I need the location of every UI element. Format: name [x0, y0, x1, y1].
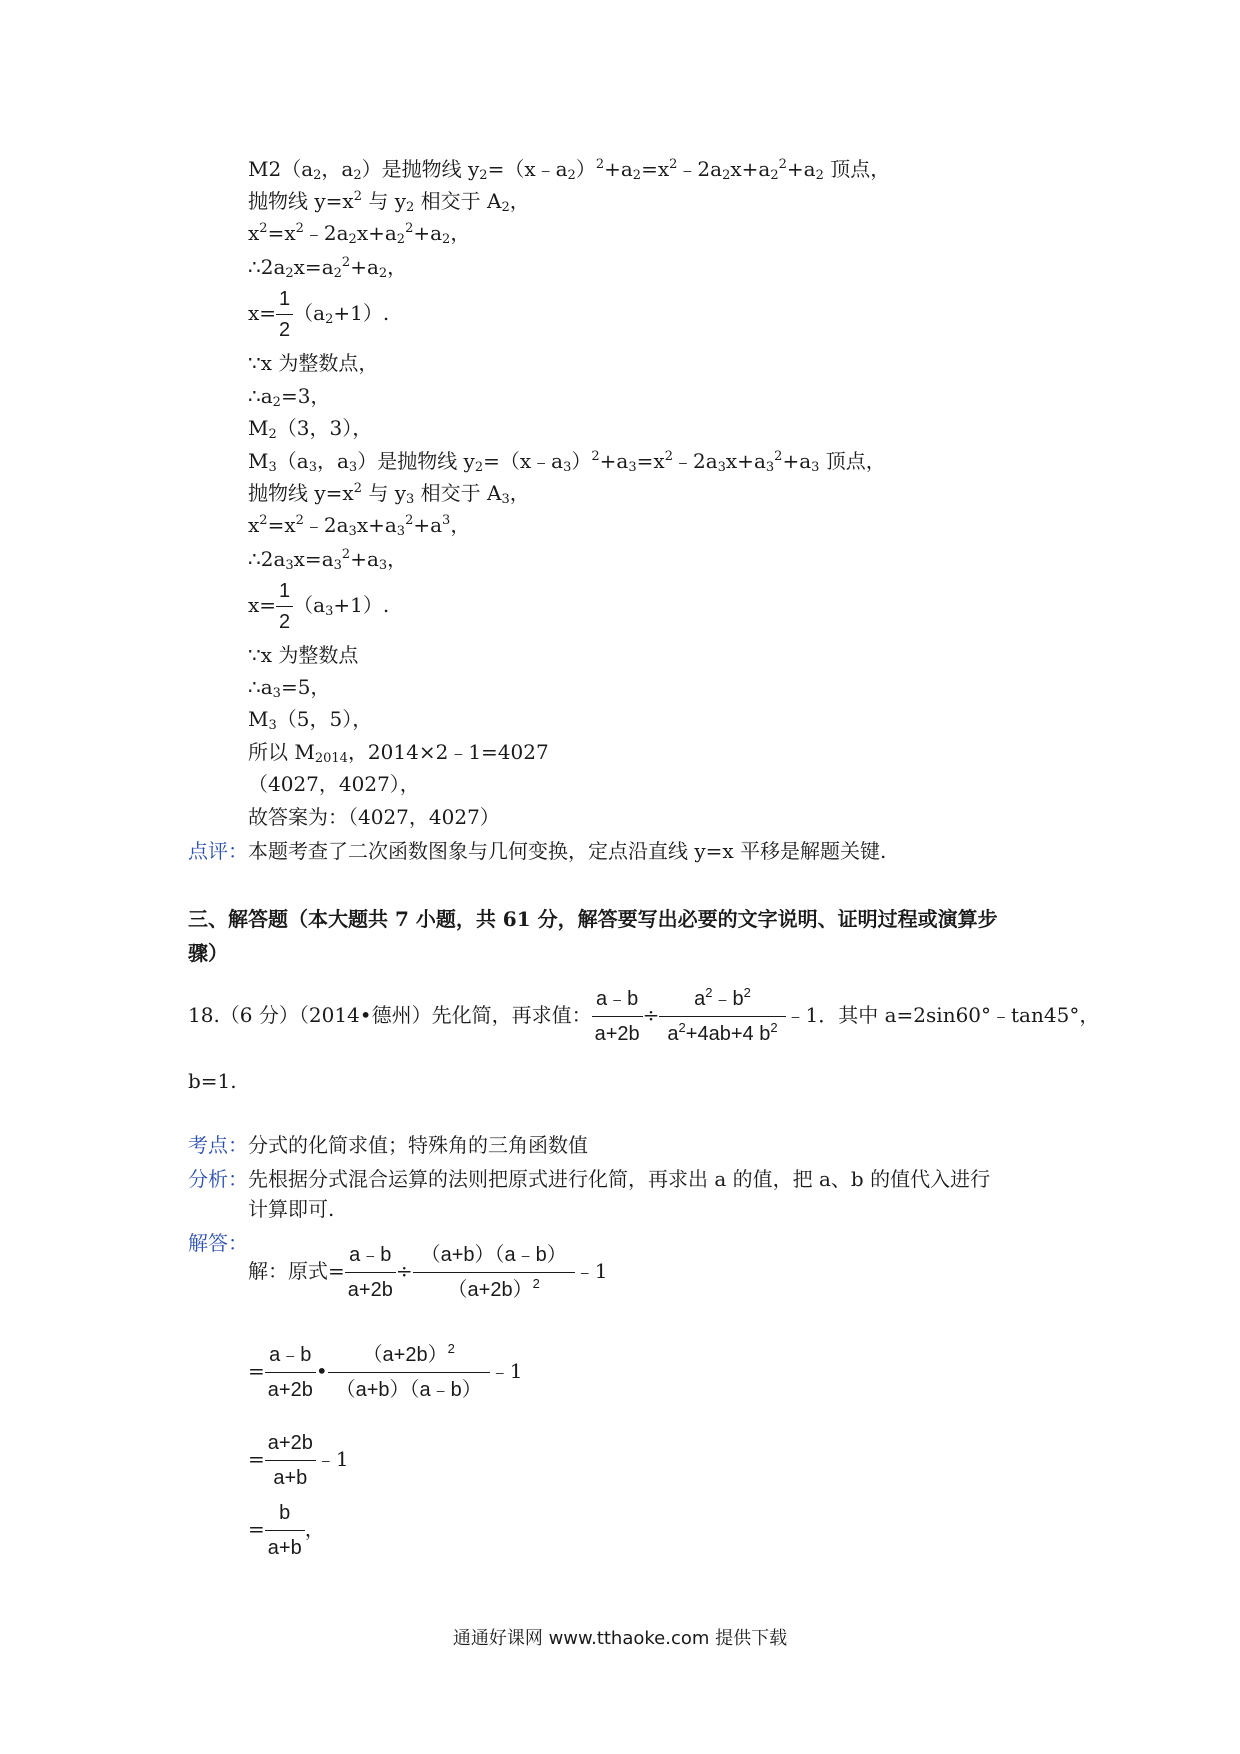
derivation-line-3: $x^2=x^2﹣2a_2x+a_2^2+a_2$，	[248, 221, 471, 247]
derivation-line-2: 抛物线 $y=x^2$ 与 $y_2$ 相交于 $A_2$，	[248, 189, 530, 215]
fenxi-label: 分析：	[188, 1167, 248, 1191]
question-18: 18.（6 分）（2014•德州）先化简，再求值： $\frac{a﹣b}{a+2b}$ ÷ $\frac{a^2﹣b^2}{a^2+4ab+4 b^2}$ ﹣1．其中 a=2sin60°﹣tan45°，	[188, 984, 1099, 1049]
section-heading-line-2: 骤）	[188, 941, 228, 965]
derivation-line-11: $x^2=x^2﹣2a_3x+a_3^2+a^3$，	[248, 513, 471, 539]
derivation-line-12: $\therefore 2a_3x=a_3^2+a_3$，	[248, 547, 408, 573]
derivation-line-6: ∵x 为整数点，	[248, 351, 379, 375]
half-fraction: $\frac{1}{2}$	[276, 286, 293, 343]
review-label: 点评：	[188, 839, 248, 863]
jieda-label: 解答：	[188, 1231, 248, 1255]
derivation-line-10: 抛物线 $y=x^2$ 与 $y_3$ 相交于 $A_3$，	[248, 481, 530, 507]
step2-fraction-1: $\frac{a﹣b}{a+2b}$	[265, 1340, 316, 1405]
half-fraction: $\frac{1}{2}$	[276, 578, 293, 635]
step2-fraction-2: $\frac{(a+2b)^2}{(a+b)(a﹣b)}$	[328, 1340, 490, 1405]
derivation-line-9: $M_3(a_3$，$a_3$）是抛物线 $y_2=(x﹣a_3)^2+a_3=x^2﹣2a_3x+a_3^2+a_3$ 顶点，	[248, 449, 886, 475]
derivation-line-18: （4027，4027），	[248, 772, 420, 796]
derivation-line-4: $\therefore 2a_2x=a_2^2+a_2$，	[248, 255, 408, 281]
q18-fraction-1: $\frac{a﹣b}{a+2b}$	[592, 984, 643, 1049]
derivation-line-13: x= $\frac{1}{2}$ $(a_3+1)$.	[248, 580, 390, 633]
derivation-line-7: $\therefore a_2=3$，	[248, 384, 331, 410]
solution-step-4: = $\frac{b}{a+b}$ ，	[248, 1498, 325, 1563]
derivation-line-8: $M_2(3$，3），	[248, 416, 373, 442]
solution-step-3: = $\frac{a+2b}{a+b}$ ﹣1	[248, 1428, 349, 1493]
solution-step-1: 解：原式= $\frac{a﹣b}{a+2b}$ ÷ $\frac{(a+b)(a﹣b)}{(a+2b)^2}$ ﹣1	[248, 1240, 608, 1305]
kaodian-line: 考点：分式的化简求值；特殊角的三角函数值	[188, 1133, 588, 1157]
derivation-line-15: $\therefore a_3=5$，	[248, 675, 331, 701]
derivation-line-1: $M2(a_2$，$a_2$）是抛物线 $y_2=(x﹣a_2)^2+a_2=x^2﹣2a_2x+a_2^2+a_2$ 顶点，	[248, 157, 891, 183]
step3-fraction: $\frac{a+2b}{a+b}$	[265, 1428, 316, 1493]
page-footer: 通通好课网 www.tthaoke.com 提供下载	[452, 1628, 788, 1649]
step4-fraction: $\frac{b}{a+b}$	[265, 1498, 305, 1563]
fenxi-line-2: 计算即可.	[248, 1197, 335, 1221]
review-line: 点评：本题考查了二次函数图象与几何变换，定点沿直线 y=x 平移是解题关键.	[188, 839, 887, 863]
derivation-line-16: $M_3(5$，5），	[248, 707, 373, 733]
q18-fraction-2: $\frac{a^2﹣b^2}{a^2+4ab+4 b^2}$	[659, 984, 785, 1049]
step1-fraction-1: $\frac{a﹣b}{a+2b}$	[345, 1240, 396, 1305]
solution-step-2: = $\frac{a﹣b}{a+2b}$ • $\frac{(a+2b)^2}{(a+b)(a﹣b)}$ ﹣1	[248, 1340, 523, 1405]
derivation-line-17: 所以 $M_{2014}$，2014×2﹣1=4027	[248, 740, 549, 766]
question-18-line-2: b=1.	[188, 1069, 237, 1093]
section-heading-line-1: 三、解答题（本大题共 7 小题，共 61 分，解答要写出必要的文字说明、证明过程或演算步	[188, 907, 998, 931]
derivation-line-14: ∵x 为整数点	[248, 643, 359, 667]
step1-fraction-2: $\frac{(a+b)(a﹣b)}{(a+2b)^2}$	[413, 1240, 575, 1305]
fenxi-line-1: 分析：先根据分式混合运算的法则把原式进行化简，再求出 a 的值，把 a、b 的值代入进行	[188, 1167, 991, 1191]
kaodian-label: 考点：	[188, 1133, 248, 1157]
derivation-line-19: 故答案为：（4027，4027）	[248, 805, 500, 829]
derivation-line-5: x= $\frac{1}{2}$ $(a_2+1)$.	[248, 288, 390, 341]
